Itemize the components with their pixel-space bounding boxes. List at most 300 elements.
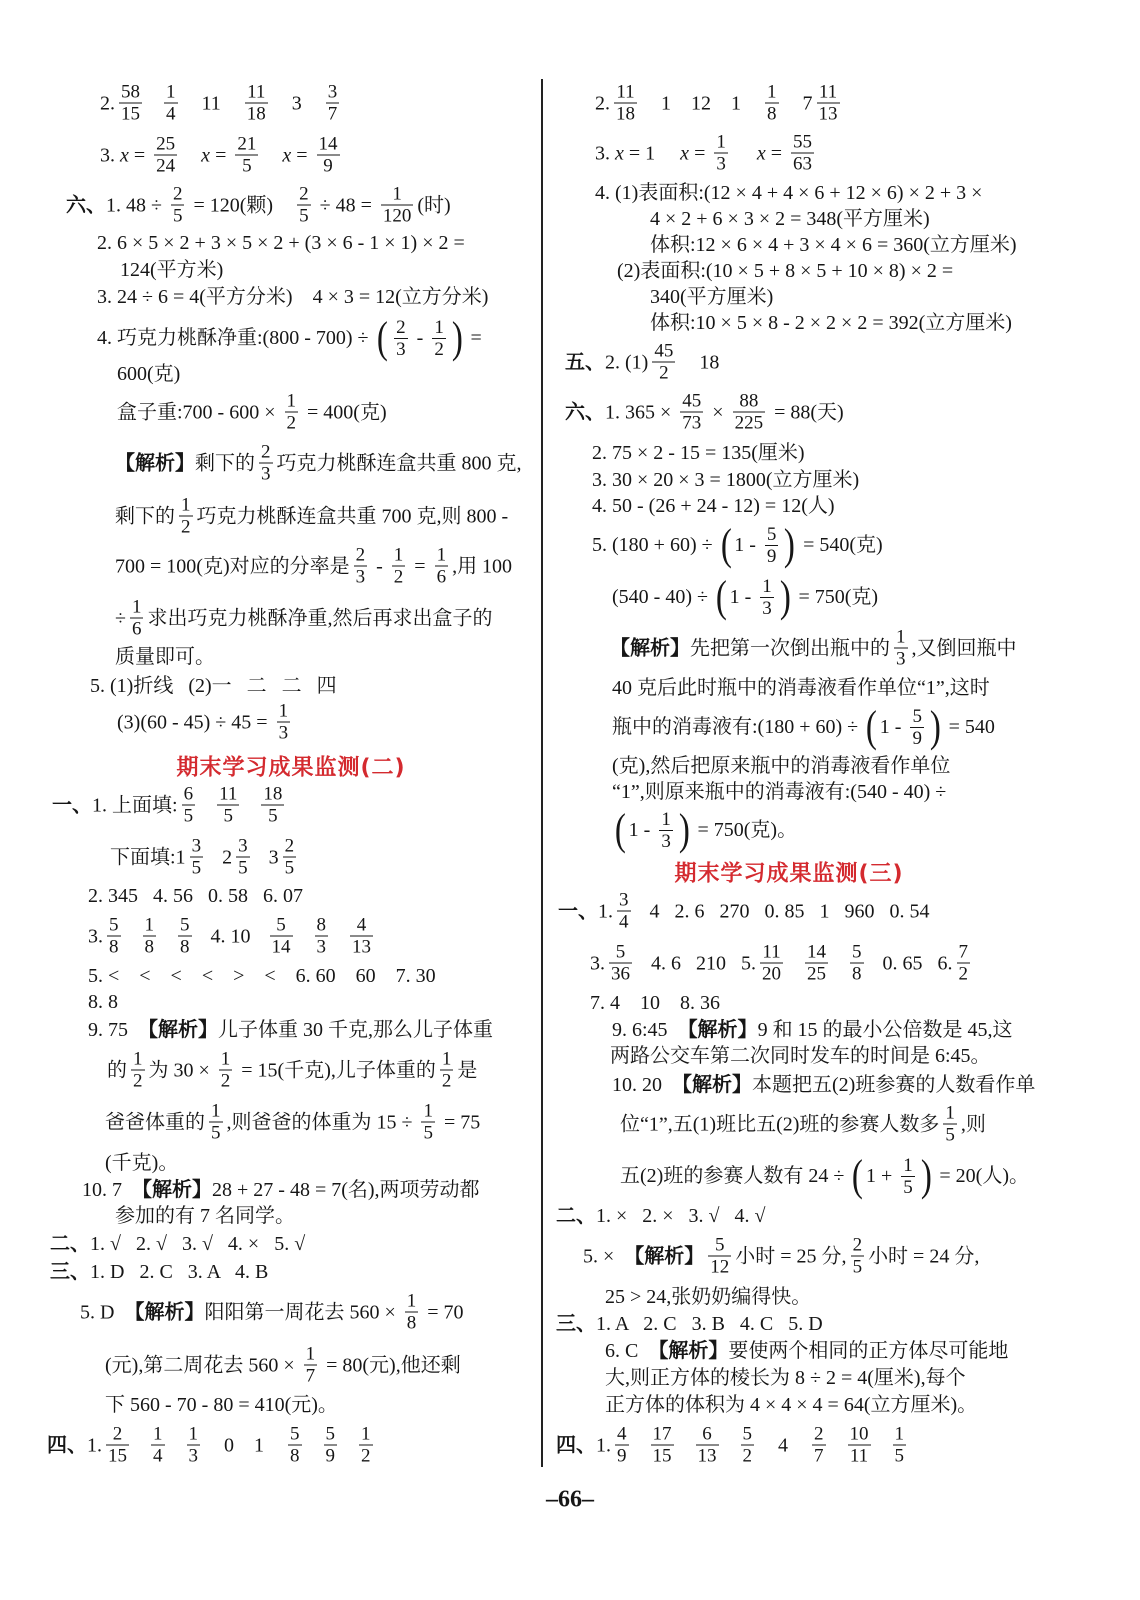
- answer-line: [595, 132, 815, 175]
- fraction-numerator: 5: [912, 705, 922, 727]
- answer-text: 600(克): [117, 363, 181, 385]
- answer-line: [115, 1203, 295, 1229]
- answer-text: (千克)。: [105, 1152, 179, 1174]
- answer-line: [105, 1344, 461, 1387]
- fraction-numerator: 2: [355, 544, 366, 566]
- answer-line: [117, 701, 291, 744]
- answer-line: [605, 1284, 811, 1310]
- fraction-numerator: 14: [807, 941, 826, 963]
- fraction-numerator: 45: [682, 390, 702, 412]
- fraction: [353, 545, 369, 588]
- answer-text: 1. 365 ×: [605, 401, 677, 423]
- fraction-denominator: 8: [406, 1312, 417, 1334]
- large-parenthesis: ): [779, 572, 791, 621]
- fraction-denominator: 2: [659, 362, 669, 384]
- fraction-denominator: 12: [710, 1256, 730, 1278]
- answer-text: 0 1: [204, 1434, 284, 1456]
- fraction: [177, 915, 193, 958]
- fraction-denominator: 15: [108, 1445, 127, 1467]
- fraction: [608, 942, 633, 985]
- fraction: [651, 341, 676, 384]
- fraction-denominator: 36: [611, 963, 630, 985]
- section-marker: 四、: [47, 1434, 87, 1456]
- fraction-denominator: 9: [325, 1445, 335, 1467]
- answer-text: (2)表面积:(10 × 5 + 8 × 5 + 10 × 8) × 2 =: [617, 260, 954, 282]
- answer-line: [90, 673, 337, 699]
- answer-text: 4. 50 - (26 + 24 - 12) = 12(人): [592, 495, 835, 517]
- answer-text: 9. 6:45: [612, 1019, 678, 1041]
- fraction-numerator: 2: [299, 183, 309, 205]
- fraction: [105, 1424, 130, 1467]
- answer-text: 3.: [595, 142, 615, 164]
- fraction-denominator: 3: [355, 566, 366, 588]
- answer-line: [115, 644, 215, 670]
- answer-line: [117, 361, 180, 387]
- section-heading-right: 期末学习成果监测(三): [674, 861, 904, 887]
- fraction: [276, 701, 292, 744]
- answer-line: [612, 702, 995, 751]
- fraction: [189, 836, 205, 879]
- answer-text: 8. 8: [88, 991, 118, 1013]
- answer-line: [556, 1203, 766, 1229]
- fraction-denominator: 6: [436, 566, 447, 588]
- answer-text: = 20(人)。: [934, 1165, 1029, 1187]
- fraction: [129, 597, 145, 640]
- answer-text: 25 > 24,张奶奶编得快。: [605, 1286, 812, 1308]
- fraction-denominator: 5: [268, 805, 278, 827]
- section-marker: 一、: [558, 900, 598, 922]
- answer-line: [650, 232, 1017, 258]
- fraction-numerator: 1: [762, 575, 772, 597]
- answer-text: 儿子体重 30 千克,那么儿子体重: [218, 1019, 493, 1041]
- answer-text: (时): [417, 194, 451, 216]
- fraction: [900, 1155, 916, 1198]
- fraction-denominator: 4: [166, 103, 176, 125]
- fraction: [142, 915, 158, 958]
- answer-text: 巧克力桃酥连盒共重 700 克,则 800 -: [196, 505, 509, 527]
- analysis-label: 【解析】: [624, 1245, 705, 1267]
- fraction: [759, 576, 775, 619]
- answer-text: (540 - 40) ÷: [612, 586, 713, 608]
- answer-text: 下 560 - 70 - 80 = 410(元)。: [105, 1394, 338, 1416]
- fraction: [404, 1291, 420, 1334]
- fraction: [284, 391, 300, 434]
- answer-text: 小时 = 24 分,: [868, 1245, 980, 1267]
- answer-line: [605, 1338, 1008, 1364]
- fraction: [349, 915, 374, 958]
- fraction-denominator: 25: [807, 963, 826, 985]
- answer-text: 5. < < < < > < 6. 60 60 7. 30: [88, 965, 436, 987]
- fraction: [282, 836, 298, 879]
- answer-text: =: [765, 142, 788, 164]
- fraction-denominator: 5: [284, 857, 295, 879]
- fraction: [759, 942, 784, 985]
- fraction: [358, 1424, 374, 1467]
- fraction-numerator: 1: [381, 184, 414, 206]
- fraction: [296, 184, 312, 227]
- large-parenthesis: (: [376, 313, 388, 362]
- fraction-numerator: 1: [393, 544, 404, 566]
- fraction: [380, 184, 415, 227]
- answer-text: 爸爸体重的: [105, 1111, 205, 1133]
- fraction-denominator: 2: [393, 566, 404, 588]
- fraction-numerator: 1: [406, 1290, 417, 1312]
- fraction-numerator: 6: [183, 783, 194, 805]
- fraction-numerator: 5: [766, 523, 777, 545]
- section-marker: 三、: [50, 1261, 90, 1283]
- answer-line: [605, 1365, 966, 1391]
- answer-text: 瓶中的消毒液有:(180 + 60) ÷: [612, 716, 864, 738]
- fraction-denominator: 8: [852, 963, 862, 985]
- answer-text: 5. (1)折线 (2)一 二 二 四: [90, 675, 337, 697]
- answer-text: 下面填:1: [110, 846, 186, 868]
- answer-line: [595, 82, 841, 125]
- answer-line: [620, 1151, 1029, 1200]
- answer-text: 7: [782, 92, 813, 114]
- answer-text: [181, 142, 201, 168]
- answer-line: [52, 784, 285, 827]
- answer-text: 5. (180 + 60) ÷: [592, 534, 718, 556]
- answer-text: 2.: [595, 92, 610, 114]
- answer-line: [105, 1392, 338, 1418]
- answer-text: 1. 48 ÷: [106, 194, 167, 216]
- fraction: [942, 1103, 958, 1146]
- fraction-numerator: 18: [263, 783, 283, 805]
- fraction: [816, 82, 841, 125]
- fraction-denominator: 3: [396, 338, 406, 360]
- large-parenthesis: (: [614, 805, 626, 854]
- fraction: [713, 132, 729, 175]
- fraction: [163, 82, 179, 125]
- answer-text: 2. (1): [605, 351, 649, 373]
- answer-text: 1.: [596, 1434, 611, 1456]
- fraction-numerator: 1: [896, 626, 906, 648]
- answer-text: 质量即可。: [115, 646, 215, 668]
- large-parenthesis: (: [720, 520, 732, 569]
- fraction: [431, 317, 447, 360]
- variable-x: x: [201, 144, 211, 166]
- fraction-denominator: 5: [299, 205, 309, 227]
- fraction: [434, 545, 450, 588]
- answer-line: [650, 206, 930, 232]
- fraction-denominator: 2: [434, 338, 444, 360]
- answer-text: 正方体的体积为 4 × 4 × 4 = 64(立方厘米)。: [605, 1394, 978, 1416]
- answer-line: [66, 184, 451, 227]
- column-divider: [541, 79, 543, 1467]
- fraction-numerator: 11: [245, 82, 268, 104]
- answer-line: [105, 1150, 178, 1176]
- fraction-denominator: 13: [352, 936, 371, 958]
- section-marker: 一、: [52, 794, 92, 816]
- fraction-numerator: 5: [109, 914, 119, 936]
- answer-text: (元),第二周花去 560 ×: [105, 1354, 300, 1376]
- answer-line: [107, 1049, 477, 1092]
- fraction-denominator: 73: [682, 412, 702, 434]
- fraction-numerator: 1: [767, 81, 777, 103]
- fraction-denominator: 8: [144, 936, 154, 958]
- fraction: [393, 317, 409, 360]
- fraction-numerator: 3: [238, 835, 248, 857]
- answer-line: [612, 1072, 1035, 1098]
- fraction-numerator: 88: [733, 391, 766, 413]
- fraction-numerator: 5: [290, 1423, 300, 1445]
- answer-text: = 750(克): [793, 586, 879, 608]
- fraction: [956, 942, 972, 985]
- answer-text: 阳阳第一周花去 560 ×: [204, 1301, 401, 1323]
- fraction-numerator: 1: [144, 914, 154, 936]
- fraction-denominator: 3: [661, 830, 671, 852]
- answer-text: 340(平方厘米): [650, 286, 774, 308]
- answer-text: 6. C: [605, 1340, 649, 1362]
- fraction-numerator: 1: [945, 1102, 955, 1124]
- answer-text: 9. 75: [88, 1019, 138, 1041]
- fraction: [420, 1101, 436, 1144]
- answer-text: 4. (1)表面积:(12 × 4 + 4 × 6 + 12 × 6) × 2 + 3 ×: [595, 182, 983, 204]
- fraction-denominator: 2: [220, 1070, 231, 1092]
- fraction-numerator: 2: [172, 183, 183, 205]
- answer-text: 本题把五(2)班参赛的人数看作单: [752, 1074, 1036, 1096]
- fraction: [707, 1235, 732, 1278]
- answer-line: [88, 915, 374, 958]
- large-parenthesis: ): [784, 520, 796, 569]
- fraction-numerator: 1: [286, 390, 296, 412]
- answer-line: [115, 597, 492, 640]
- answer-text: 体积:10 × 5 × 8 - 2 × 2 × 2 = 392(立方厘米): [650, 312, 1012, 334]
- answer-line: [610, 1043, 991, 1069]
- fraction-numerator: 1: [220, 1048, 231, 1070]
- fraction-numerator: 5: [742, 1423, 752, 1445]
- fraction-numerator: 2: [852, 1234, 863, 1256]
- fraction-denominator: 3: [762, 597, 772, 619]
- answer-text: ,又倒回瓶中: [911, 637, 1017, 659]
- answer-text: =: [465, 327, 482, 349]
- fraction: [181, 784, 197, 827]
- answer-text: 巧克力桃酥连盒共重 800 克,: [276, 452, 522, 474]
- fraction-numerator: 2: [814, 1423, 824, 1445]
- fraction-numerator: 14: [318, 133, 338, 155]
- answer-text: 2. 6 × 5 × 2 + 3 × 5 × 2 + (3 × 6 - 1 × 1) × 2 =: [97, 232, 465, 254]
- answer-line: [82, 1177, 480, 1203]
- fraction: [909, 706, 925, 749]
- fraction: [153, 134, 178, 177]
- fraction-denominator: 2: [958, 963, 968, 985]
- answer-text: -: [411, 327, 429, 349]
- answer-line: [97, 313, 482, 362]
- answer-text: 两路公交车第二次同时发车的时间是 6:45。: [610, 1045, 991, 1067]
- answer-text: ,则爸爸的体重为 15 ÷: [226, 1111, 418, 1133]
- answer-line: [612, 1017, 1013, 1043]
- answer-text: = 400(克): [302, 401, 387, 423]
- fraction: [234, 134, 259, 177]
- fraction-denominator: 8: [767, 103, 777, 125]
- section-marker: 四、: [556, 1434, 596, 1456]
- fraction: [130, 1049, 146, 1092]
- answer-text: 700 = 100(克)对应的分率是: [115, 555, 350, 577]
- answer-line: [565, 341, 719, 384]
- fraction-denominator: 5: [945, 1124, 955, 1146]
- fraction-denominator: 7: [327, 103, 338, 125]
- fraction: [186, 1424, 202, 1467]
- answer-line: [612, 675, 990, 701]
- answer-line: [50, 1231, 305, 1257]
- fraction-denominator: 120: [382, 205, 412, 227]
- analysis-label: 【解析】: [138, 1019, 218, 1041]
- fraction-numerator: 4: [617, 1423, 627, 1445]
- fraction-numerator: 1: [278, 700, 289, 722]
- section-heading-left: 期末学习成果监测(二): [176, 755, 406, 781]
- answer-line: [88, 963, 436, 989]
- answer-text: 位“1”,五(1)班比五(2)班的参赛人数多: [620, 1113, 940, 1135]
- fraction: [314, 915, 330, 958]
- fraction-numerator: 21: [237, 133, 257, 155]
- variable-x: x: [615, 142, 624, 164]
- fraction-numerator: 7: [958, 941, 968, 963]
- answer-text: = 80(元),他还剩: [321, 1354, 461, 1376]
- analysis-label: 【解析】: [115, 452, 195, 474]
- answer-text: 40 克后此时瓶中的消毒液看作单位“1”,这时: [612, 677, 990, 699]
- answer-text: 3. 24 ÷ 6 = 4(平方分米) 4 × 3 = 12(立方分米): [97, 286, 489, 308]
- fraction-denominator: 9: [617, 1445, 627, 1467]
- fraction-denominator: 8: [180, 936, 190, 958]
- answer-text: 7. 4 10 8. 36: [590, 992, 720, 1014]
- answer-text: 1 -: [729, 586, 757, 608]
- section-marker: 三、: [556, 1313, 596, 1335]
- large-parenthesis: (: [865, 702, 877, 751]
- fraction-numerator: 5: [852, 941, 862, 963]
- answer-line: [47, 1424, 374, 1467]
- fraction-denominator: 5: [894, 1445, 904, 1467]
- fraction: [439, 1049, 455, 1092]
- variable-x: x: [680, 142, 690, 164]
- fraction-numerator: 1: [181, 494, 191, 516]
- answer-text: 1 +: [865, 1165, 898, 1187]
- fraction-denominator: 5: [423, 1122, 433, 1144]
- fraction: [695, 1424, 720, 1467]
- answer-line: [100, 134, 341, 177]
- fraction-denominator: 6: [131, 618, 142, 640]
- fraction: [892, 1424, 908, 1467]
- answer-line: [115, 545, 512, 588]
- answer-line: [97, 284, 488, 310]
- answer-text: 大,则正方体的棱长为 8 ÷ 2 = 4(厘米),每个: [605, 1367, 966, 1389]
- answer-text: ÷ 48 =: [314, 194, 377, 216]
- answer-line: [620, 1103, 986, 1146]
- fraction: [316, 134, 341, 177]
- fraction-numerator: 25: [156, 133, 176, 155]
- section-marker: 六、: [66, 194, 106, 216]
- fraction-numerator: 1: [423, 1100, 433, 1122]
- fraction-numerator: 45: [654, 340, 674, 362]
- fraction: [764, 82, 780, 125]
- fraction-denominator: 5: [242, 155, 252, 177]
- fraction-numerator: 1: [716, 131, 726, 153]
- fraction-denominator: 9: [912, 727, 922, 749]
- answer-text: 3.: [88, 925, 103, 947]
- fraction-denominator: 63: [793, 153, 813, 175]
- fraction-numerator: 2: [396, 316, 406, 338]
- fraction-numerator: 5: [609, 942, 632, 964]
- page-number: –66–: [546, 1486, 594, 1513]
- fraction-denominator: 15: [652, 1445, 672, 1467]
- answer-text: 体积:12 × 6 × 4 + 3 × 4 × 6 = 360(立方厘米): [650, 234, 1017, 256]
- answer-text: 要使两个相同的正方体尽可能地: [728, 1340, 1009, 1362]
- fraction-numerator: 17: [652, 1423, 672, 1445]
- fraction: [764, 524, 780, 567]
- answer-text: = 88(天): [769, 401, 844, 423]
- fraction-denominator: 5: [903, 1176, 913, 1198]
- fraction-denominator: 7: [814, 1445, 824, 1467]
- fraction-denominator: 13: [818, 103, 838, 125]
- answer-line: [556, 1311, 823, 1337]
- answer-text: 28 + 27 - 48 = 7(名),两项劳动都: [212, 1179, 480, 1201]
- answer-text: 2. 75 × 2 - 15 = 135(厘米): [592, 442, 805, 464]
- large-parenthesis: ): [929, 702, 941, 751]
- fraction-denominator: 2: [742, 1445, 752, 1467]
- answer-text: 2: [207, 846, 233, 868]
- answer-line: [650, 310, 1012, 336]
- answer-text: -: [371, 555, 388, 577]
- large-parenthesis: ): [451, 313, 463, 362]
- fraction-denominator: 5: [211, 1122, 221, 1144]
- answer-text: 9 和 15 的最小公倍数是 45,这: [757, 1019, 1013, 1041]
- fraction: [170, 184, 186, 227]
- fraction: [287, 1424, 303, 1467]
- answer-text: 1 -: [628, 819, 656, 841]
- answer-text: 小时 = 25 分,: [735, 1245, 847, 1267]
- fraction-denominator: 11: [849, 1445, 869, 1467]
- fraction-numerator: 2: [106, 1424, 129, 1446]
- fraction-denominator: 7: [305, 1365, 316, 1387]
- answer-text: 1. A 2. C 3. B 4. C 5. D: [596, 1313, 823, 1335]
- fraction-denominator: 2: [361, 1445, 371, 1467]
- fraction-numerator: 1: [305, 1343, 316, 1365]
- answer-line: [605, 1392, 977, 1418]
- fraction: [260, 784, 285, 827]
- fraction-denominator: 5: [852, 1256, 863, 1278]
- answer-text: 1. 上面填:: [92, 794, 178, 816]
- answer-text: 10. 7: [82, 1179, 132, 1201]
- answer-text: 3: [271, 92, 322, 114]
- fraction: [804, 942, 829, 985]
- answer-text: 2.: [100, 92, 115, 114]
- fraction-denominator: 3: [261, 463, 271, 485]
- answer-text: 五(2)班的参赛人数有 24 ÷: [620, 1165, 850, 1187]
- answer-text: (3)(60 - 45) ÷ 45 =: [117, 711, 273, 733]
- answer-line: [88, 1017, 493, 1043]
- answer-text: 1.: [598, 900, 613, 922]
- answer-text: = 540: [943, 716, 995, 738]
- fraction: [847, 1424, 872, 1467]
- answer-line: [592, 440, 805, 466]
- answer-text: 3: [253, 846, 279, 868]
- fraction: [850, 1235, 866, 1278]
- answer-text: 盒子重:700 - 600 ×: [117, 401, 281, 423]
- answer-text: ,则: [960, 1113, 986, 1135]
- fraction-numerator: 11: [817, 82, 840, 104]
- fraction-numerator: 1: [441, 1048, 452, 1070]
- fraction-numerator: 1: [131, 596, 142, 618]
- answer-line: [583, 1235, 979, 1278]
- answer-text: 4. 6 210 5.: [636, 952, 756, 974]
- fraction: [679, 391, 704, 434]
- fraction-denominator: 5: [223, 805, 233, 827]
- answer-text: =: [128, 144, 151, 166]
- fraction: [790, 132, 815, 175]
- fraction-denominator: 8: [109, 936, 119, 958]
- variable-x: x: [282, 144, 292, 166]
- answer-line: [117, 391, 387, 434]
- answer-line: [612, 779, 946, 805]
